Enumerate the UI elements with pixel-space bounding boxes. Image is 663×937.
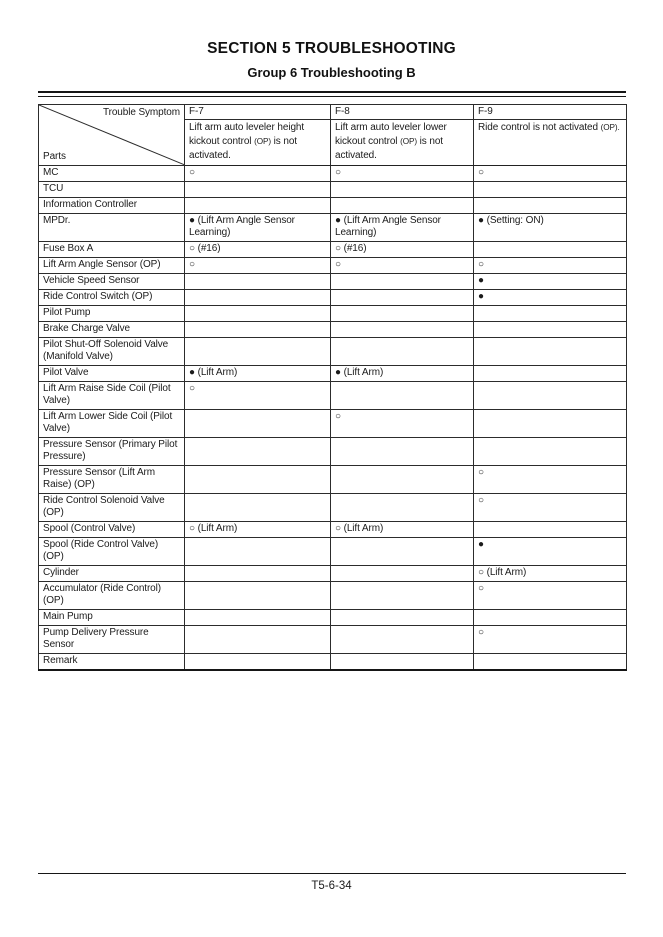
corner-label-trouble-symptom: Trouble Symptom [102, 107, 180, 118]
section-title: SECTION 5 TROUBLESHOOTING [207, 40, 456, 57]
part-name-cell: Accumulator (Ride Control) (OP) [39, 581, 185, 609]
column-code-f9: F-9 [474, 105, 627, 120]
group-title: Group 6 Troubleshooting B [247, 65, 416, 80]
symptom-cell-f7 [185, 581, 331, 609]
table-row [39, 197, 627, 213]
part-name-cell: Pilot Valve [39, 365, 185, 381]
part-name-cell: Lift Arm Lower Side Coil (Pilot Valve) [39, 409, 185, 437]
symptom-cell-f7 [185, 537, 331, 565]
table-row [39, 653, 627, 670]
symptom-cell-f9 [474, 521, 627, 537]
symptom-cell-f8 [331, 181, 474, 197]
part-name-cell: Spool (Control Valve) [39, 521, 185, 537]
symptom-cell-f7: ○ [185, 165, 331, 181]
symptom-cell-f8 [331, 565, 474, 581]
symptom-cell-f7 [185, 181, 331, 197]
part-name-cell: Spool (Ride Control Valve) (OP) [39, 537, 185, 565]
table-row [39, 465, 627, 493]
symptom-cell-f9 [474, 337, 627, 365]
symptom-cell-f8 [331, 537, 474, 565]
symptom-cell-f8: ● (Lift Arm Angle Sensor Learning) [331, 213, 474, 241]
symptom-cell-f7 [185, 273, 331, 289]
table-row [39, 289, 627, 305]
part-name-cell: Main Pump [39, 609, 185, 625]
part-name-cell: Fuse Box A [39, 241, 185, 257]
table-row [39, 365, 627, 381]
symptom-cell-f8 [331, 197, 474, 213]
table-row [39, 381, 627, 409]
part-name-cell: Cylinder [39, 565, 185, 581]
symptom-cell-f7: ○ (Lift Arm) [185, 521, 331, 537]
symptom-cell-f7 [185, 437, 331, 465]
symptom-cell-f8 [331, 273, 474, 289]
part-name-cell: Pilot Pump [39, 305, 185, 321]
symptom-cell-f9 [474, 409, 627, 437]
part-name-cell: Pressure Sensor (Lift Arm Raise) (OP) [39, 465, 185, 493]
symptom-cell-f8 [331, 337, 474, 365]
table-row [39, 609, 627, 625]
table-row [39, 241, 627, 257]
symptom-cell-f8 [331, 625, 474, 653]
symptom-cell-f9 [474, 241, 627, 257]
column-description-f8: Lift arm auto leveler lower kickout control (OP) is not activated. [331, 120, 474, 166]
part-name-cell: Ride Control Switch (OP) [39, 289, 185, 305]
part-name-cell: MPDr. [39, 213, 185, 241]
symptom-cell-f9 [474, 181, 627, 197]
symptom-cell-f9 [474, 305, 627, 321]
table-row [39, 521, 627, 537]
symptom-cell-f8 [331, 609, 474, 625]
header-double-rule [38, 91, 626, 97]
symptom-cell-f9: ● [474, 537, 627, 565]
table-row [39, 409, 627, 437]
symptom-cell-f7 [185, 653, 331, 670]
symptom-cell-f7: ● (Lift Arm Angle Sensor Learning) [185, 213, 331, 241]
symptom-cell-f7 [185, 565, 331, 581]
symptom-cell-f7 [185, 305, 331, 321]
symptom-cell-f8 [331, 653, 474, 670]
symptom-cell-f8: ○ (Lift Arm) [331, 521, 474, 537]
part-name-cell: Information Controller [39, 197, 185, 213]
corner-cell [39, 105, 185, 166]
table-row [39, 537, 627, 565]
symptom-cell-f7 [185, 493, 331, 521]
part-name-cell: Pilot Shut-Off Solenoid Valve (Manifold Valve) [39, 337, 185, 365]
symptom-cell-f9 [474, 609, 627, 625]
symptom-cell-f7 [185, 609, 331, 625]
symptom-cell-f8: ○ (#16) [331, 241, 474, 257]
part-name-cell: Lift Arm Raise Side Coil (Pilot Valve) [39, 381, 185, 409]
corner-label-parts: Parts [43, 150, 66, 162]
symptom-cell-f7 [185, 321, 331, 337]
symptom-cell-f9: ○ [474, 465, 627, 493]
symptom-cell-f9: ○ [474, 493, 627, 521]
table-row [39, 257, 627, 273]
part-name-cell: Pump Delivery Pressure Sensor [39, 625, 185, 653]
symptom-cell-f9: ○ (Lift Arm) [474, 565, 627, 581]
symptom-cell-f9 [474, 365, 627, 381]
symptom-cell-f7: ● (Lift Arm) [185, 365, 331, 381]
part-name-cell: Lift Arm Angle Sensor (OP) [39, 257, 185, 273]
table-row [39, 493, 627, 521]
column-description-f9: Ride control is not activated (OP). [474, 120, 627, 166]
symptom-cell-f8 [331, 581, 474, 609]
table-row [39, 305, 627, 321]
symptom-cell-f7 [185, 289, 331, 305]
symptom-cell-f8 [331, 305, 474, 321]
part-name-cell: Remark [39, 653, 185, 670]
column-code-f7: F-7 [185, 105, 331, 120]
part-name-cell: MC [39, 165, 185, 181]
symptom-cell-f9 [474, 653, 627, 670]
table-row [39, 181, 627, 197]
troubleshooting-table [38, 104, 627, 671]
table-header [39, 105, 627, 166]
column-code-f8: F-8 [331, 105, 474, 120]
symptom-cell-f7 [185, 197, 331, 213]
symptom-cell-f7 [185, 337, 331, 365]
symptom-cell-f8 [331, 289, 474, 305]
part-name-cell: Vehicle Speed Sensor [39, 273, 185, 289]
table-row [39, 625, 627, 653]
table-row [39, 565, 627, 581]
symptom-cell-f7: ○ [185, 381, 331, 409]
table-row [39, 273, 627, 289]
table-row [39, 437, 627, 465]
symptom-cell-f9 [474, 437, 627, 465]
symptom-cell-f8 [331, 465, 474, 493]
table-row [39, 213, 627, 241]
symptom-cell-f9: ● (Setting: ON) [474, 213, 627, 241]
symptom-cell-f9: ● [474, 289, 627, 305]
footer-rule [38, 873, 626, 874]
part-name-cell: Brake Charge Valve [39, 321, 185, 337]
column-description-f7: Lift arm auto leveler height kickout control (OP) is not activated. [185, 120, 331, 166]
symptom-cell-f7 [185, 625, 331, 653]
symptom-cell-f9 [474, 381, 627, 409]
page-number: T5-6-34 [311, 880, 352, 892]
symptom-cell-f7 [185, 409, 331, 437]
symptom-cell-f9: ● [474, 273, 627, 289]
part-name-cell: Ride Control Solenoid Valve (OP) [39, 493, 185, 521]
symptom-cell-f9: ○ [474, 257, 627, 273]
symptom-cell-f9 [474, 321, 627, 337]
symptom-cell-f8 [331, 381, 474, 409]
symptom-cell-f8: ○ [331, 257, 474, 273]
symptom-cell-f8 [331, 437, 474, 465]
symptom-cell-f7: ○ (#16) [185, 241, 331, 257]
symptom-cell-f8 [331, 493, 474, 521]
table-row [39, 581, 627, 609]
table-row [39, 165, 627, 181]
table-row [39, 321, 627, 337]
table-body [39, 165, 627, 670]
symptom-cell-f8: ○ [331, 409, 474, 437]
symptom-cell-f9: ○ [474, 165, 627, 181]
symptom-cell-f8: ● (Lift Arm) [331, 365, 474, 381]
symptom-cell-f9 [474, 197, 627, 213]
symptom-cell-f9: ○ [474, 625, 627, 653]
symptom-cell-f7: ○ [185, 257, 331, 273]
symptom-cell-f7 [185, 465, 331, 493]
symptom-cell-f9: ○ [474, 581, 627, 609]
symptom-cell-f8: ○ [331, 165, 474, 181]
symptom-cell-f8 [331, 321, 474, 337]
table-row [39, 337, 627, 365]
part-name-cell: TCU [39, 181, 185, 197]
part-name-cell: Pressure Sensor (Primary Pilot Pressure) [39, 437, 185, 465]
